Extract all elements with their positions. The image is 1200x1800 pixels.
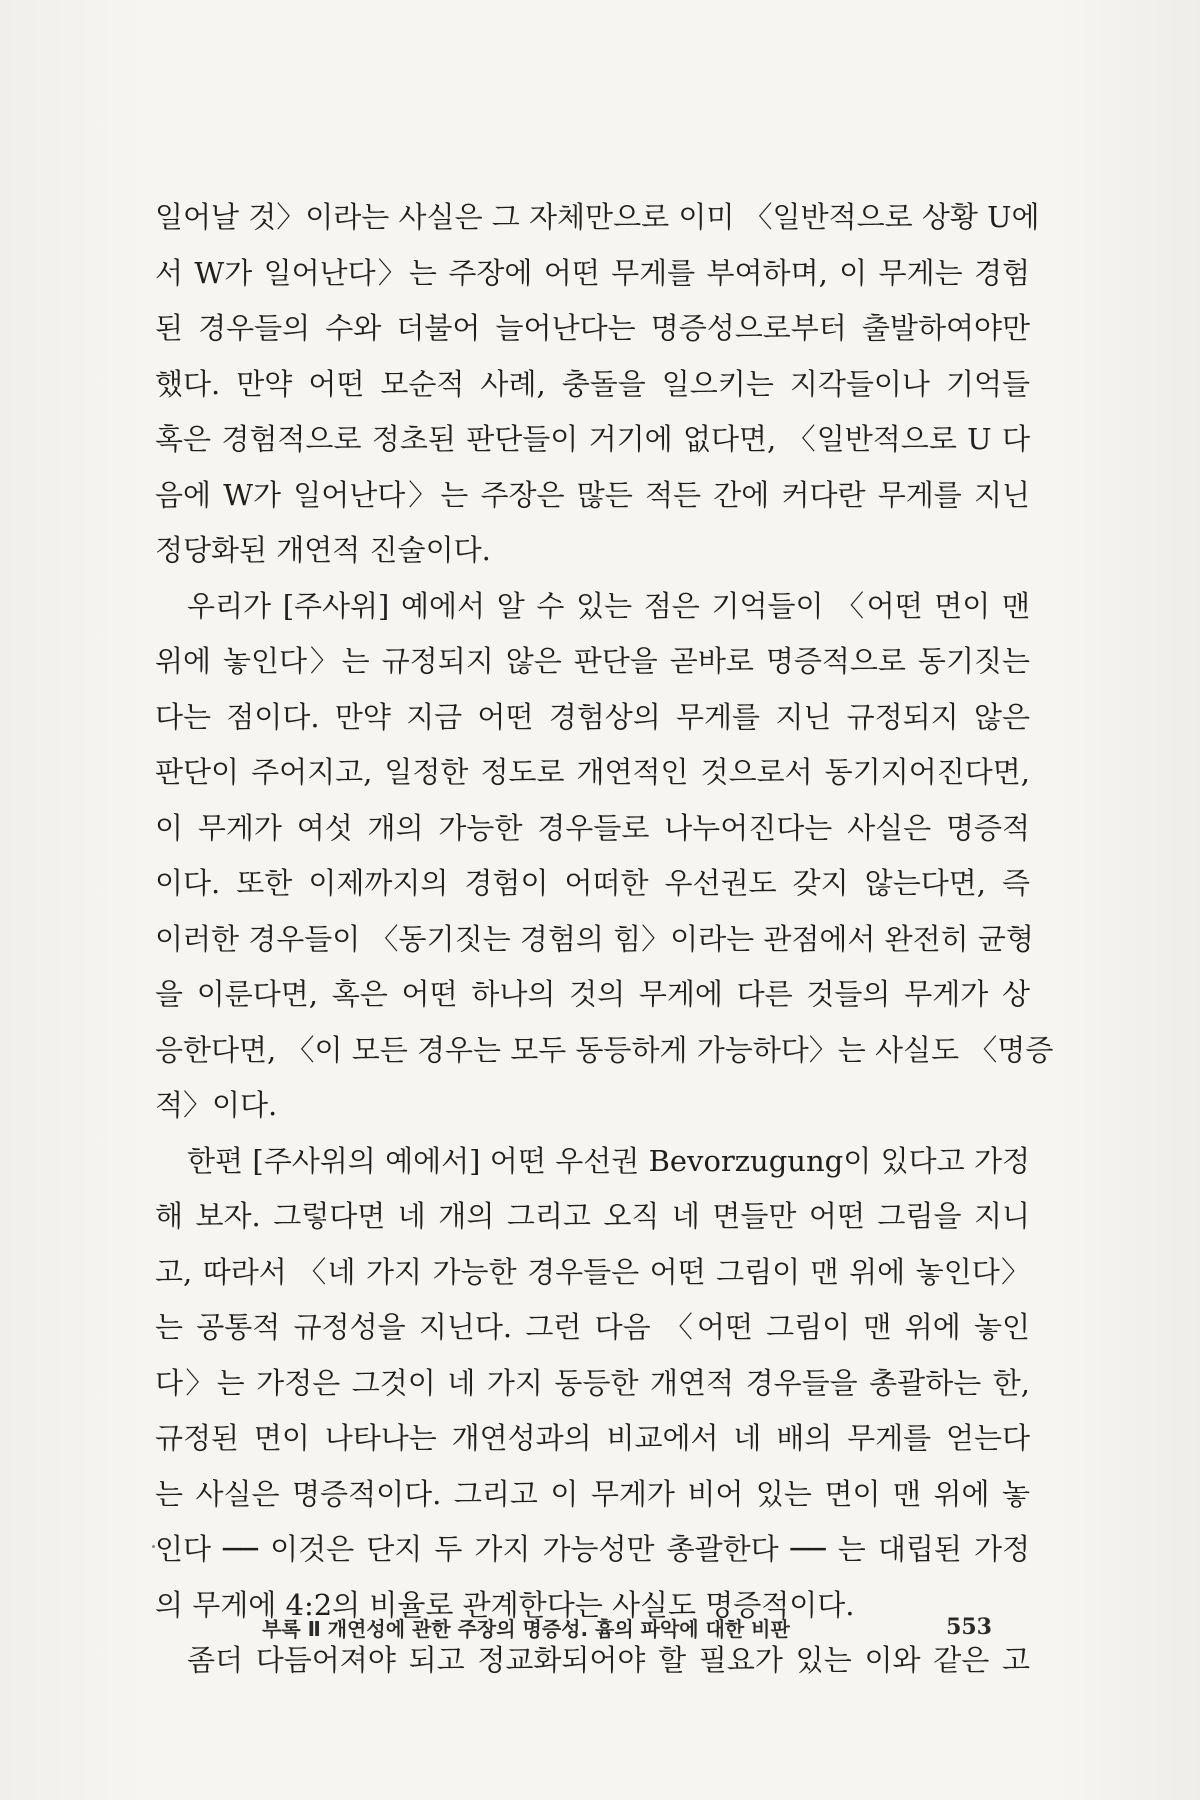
text-line: 규정된 면이 나타나는 개연성과의 비교에서 네 배의 무게를 얻는다 [155,1421,1030,1455]
text-line: 서 W가 일어난다〉는 주장에 어떤 무게를 부여하며, 이 무게는 경험 [155,255,1030,290]
text-line: 는 공통적 규정성을 지닌다. 그런 다음 〈어떤 그림이 맨 위에 놓인 [155,1310,1030,1344]
text-line: 다〉는 가정은 그것이 네 가지 동등한 개연적 경우들을 총괄하는 한, [155,1365,1030,1400]
text-line: 혹은 경험적으로 정초된 판단들이 거기에 없다면, 〈일반적으로 U 다 [155,422,1030,456]
text-line: 인다 ── 이것은 단지 두 가지 가능성만 총괄한다 ── 는 대립된 가정 [155,1532,1030,1566]
text-line: 응한다면, 〈이 모든 경우는 모두 동등하게 가능하다〉는 사실도 〈명증 [155,1032,1054,1067]
text-line: 된 경우들의 수와 더불어 늘어난다는 명증성으로부터 출발하여야만 [155,311,1030,345]
text-line: 고, 따라서 〈네 가지 가능한 경우들은 어떤 그림이 맨 위에 놓인다〉 [155,1254,1030,1289]
page-number: 553 [946,1614,992,1640]
body-text [155,190,1054,1689]
text-line: 이다. 또한 이제까지의 경험이 어떠한 우선권도 갖지 않는다면, 즉 [155,866,1030,900]
text-line: 는 사실은 명증적이다. 그리고 이 무게가 비어 있는 면이 맨 위에 놓 [155,1476,1030,1511]
print-speck [152,1545,155,1548]
text-line: 적〉이다. [155,1088,278,1122]
text-line: 한편 [주사위의 예에서] 어떤 우선권 Bevorzugung이 있다고 가정 [187,1143,1030,1178]
text-line: 해 보자. 그렇다면 네 개의 그리고 오직 네 면들만 어떤 그림을 지니 [155,1199,1030,1233]
text-line: 의 무게에 4:2의 비율로 관계한다는 사실도 명증적이다. [155,1587,855,1622]
text-line: 이 무게가 여섯 개의 가능한 경우들로 나누어진다는 사실은 명증적 [155,810,1030,845]
text-line: 좀더 다듬어져야 되고 정교화되어야 할 필요가 있는 이와 같은 고 [187,1643,1030,1677]
text-line: 우리가 [주사위] 예에서 알 수 있는 점은 기억들이 〈어떤 면이 맨 [187,588,1030,623]
text-line: 했다. 만약 어떤 모순적 사례, 충돌을 일으키는 지각들이나 기억들 [155,366,1030,401]
text-line: 일어날 것〉이라는 사실은 그 자체만으로 이미 〈일반적으로 상황 U에 [155,200,1040,234]
text-line: 다는 점이다. 만약 지금 어떤 경험상의 무게를 지닌 규정되지 않은 [155,699,1030,734]
text-line: 이러한 경우들이 〈동기짓는 경험의 힘〉이라는 관점에서 완전히 균형 [155,921,1034,956]
text-line: 음에 W가 일어난다〉는 주장은 많든 적든 간에 커다란 무게를 지닌 [155,477,1030,512]
text-line: 정당화된 개연적 진술이다. [155,533,491,567]
running-title: 부록 Ⅱ 개연성에 관한 주장의 명증성. 흄의 파악에 대한 비판 [262,1616,790,1641]
text-line: 판단이 주어지고, 일정한 정도로 개연적인 것으로서 동기지어진다면, [155,755,1030,789]
text-line: 을 이룬다면, 혹은 어떤 하나의 것의 무게에 다른 것들의 무게가 상 [155,977,1030,1011]
text-line: 위에 놓인다〉는 규정되지 않은 판단을 곧바로 명증적으로 동기짓는 [155,644,1030,678]
running-footer [262,1607,992,1647]
